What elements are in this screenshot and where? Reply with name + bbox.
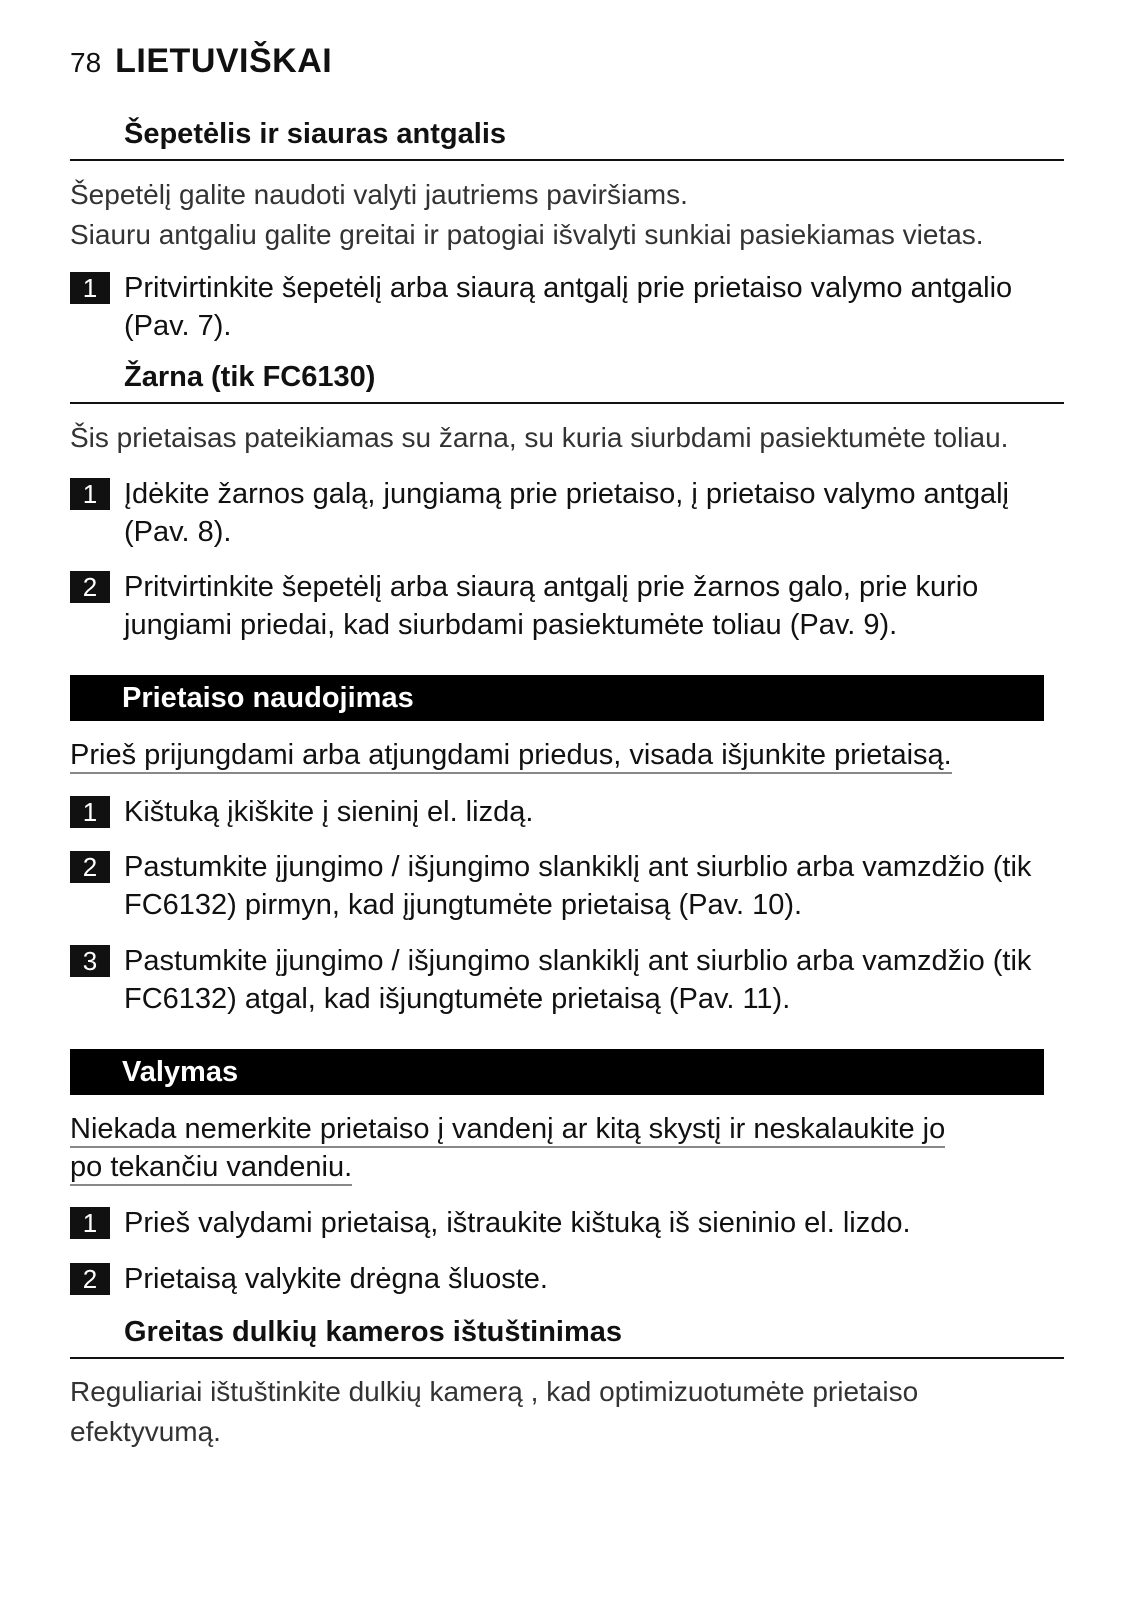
step-number: 1 xyxy=(70,272,110,304)
language-title: LIETUVIŠKAI xyxy=(115,42,333,80)
usage-step-1 xyxy=(70,793,1064,831)
step-number: 1 xyxy=(70,796,110,828)
brush-intro xyxy=(70,175,1064,255)
cleaning-section-bar: Valymas xyxy=(70,1049,1044,1095)
brush-intro-line: Siauru antgaliu galite greitai ir patogiai išvalyti sunkiai pasiekiamas vietas. xyxy=(70,219,984,250)
warning-text: Prieš prijungdami arba atjungdami priedus, visada išjunkite prietaisą. xyxy=(70,738,952,774)
step-text: Pritvirtinkite šepetėlį arba siaurą antgalį prie žarnos galo, prie kurio jungiami priedai, kad siurbdami pasiektumėte toliau (Pav. 9). xyxy=(124,571,979,641)
step-number: 2 xyxy=(70,1263,110,1295)
step-number: 1 xyxy=(70,478,110,510)
step-text: Pastumkite įjungimo / išjungimo slankiklį ant siurblio arba vamzdžio (tik FC6132) pirmyn, kad įjungtumėte prietaisą (Pav. 10). xyxy=(124,851,1032,921)
cleaning-step-1 xyxy=(70,1204,1064,1242)
step-number: 1 xyxy=(70,1207,110,1239)
brush-step-1 xyxy=(70,269,1064,345)
step-number: 2 xyxy=(70,571,110,603)
usage-step-3 xyxy=(70,942,1064,1018)
hose-heading: Žarna (tik FC6130) xyxy=(70,358,1064,404)
usage-step-2 xyxy=(70,848,1064,924)
usage-warning xyxy=(70,736,1064,774)
emptying-intro-line: Reguliariai ištuštinkite dulkių kamerą , kad optimizuotumėte prietaiso xyxy=(70,1376,919,1407)
step-text: Pastumkite įjungimo / išjungimo slankiklį ant siurblio arba vamzdžio (tik FC6132) atgal, kad išjungtumėte prietaisą (Pav. 11). xyxy=(124,945,1032,1015)
hose-step-1 xyxy=(70,475,1064,551)
emptying-heading: Greitas dulkių kameros ištuštinimas xyxy=(70,1313,1064,1359)
warning-text: Niekada nemerkite prietaiso į vandenį ar kitą skystį ir neskalaukite jo xyxy=(70,1112,945,1148)
brush-heading: Šepetėlis ir siauras antgalis xyxy=(70,115,1064,161)
cleaning-warning xyxy=(70,1110,1064,1186)
usage-section-bar: Prietaiso naudojimas xyxy=(70,675,1044,721)
step-text: Įdėkite žarnos galą, jungiamą prie prietaiso, į prietaiso valymo antgalį (Pav. 8). xyxy=(124,478,1009,548)
hose-intro-line: Šis prietaisas pateikiamas su žarna, su kuria siurbdami pasiektumėte toliau. xyxy=(70,422,1009,453)
page-header xyxy=(70,42,332,81)
step-text: Prietaisą valykite drėgna šluoste. xyxy=(124,1263,548,1295)
cleaning-step-2 xyxy=(70,1260,1064,1298)
emptying-intro xyxy=(70,1372,1064,1452)
page-number: 78 xyxy=(70,47,102,78)
hose-intro xyxy=(70,418,1064,458)
step-text: Prieš valydami prietaisą, ištraukite kištuką iš sieninio el. lizdo. xyxy=(124,1207,911,1239)
emptying-intro-line: efektyvumą. xyxy=(70,1416,221,1447)
step-text: Kištuką įkiškite į sieninį el. lizdą. xyxy=(124,796,534,828)
step-text: Pritvirtinkite šepetėlį arba siaurą antgalį prie prietaiso valymo antgalio (Pav. 7). xyxy=(124,272,1013,342)
warning-text: po tekančiu vandeniu. xyxy=(70,1150,352,1186)
step-number: 2 xyxy=(70,851,110,883)
step-number: 3 xyxy=(70,945,110,977)
brush-intro-line: Šepetėlį galite naudoti valyti jautriems paviršiams. xyxy=(70,179,688,210)
hose-step-2 xyxy=(70,568,1064,644)
